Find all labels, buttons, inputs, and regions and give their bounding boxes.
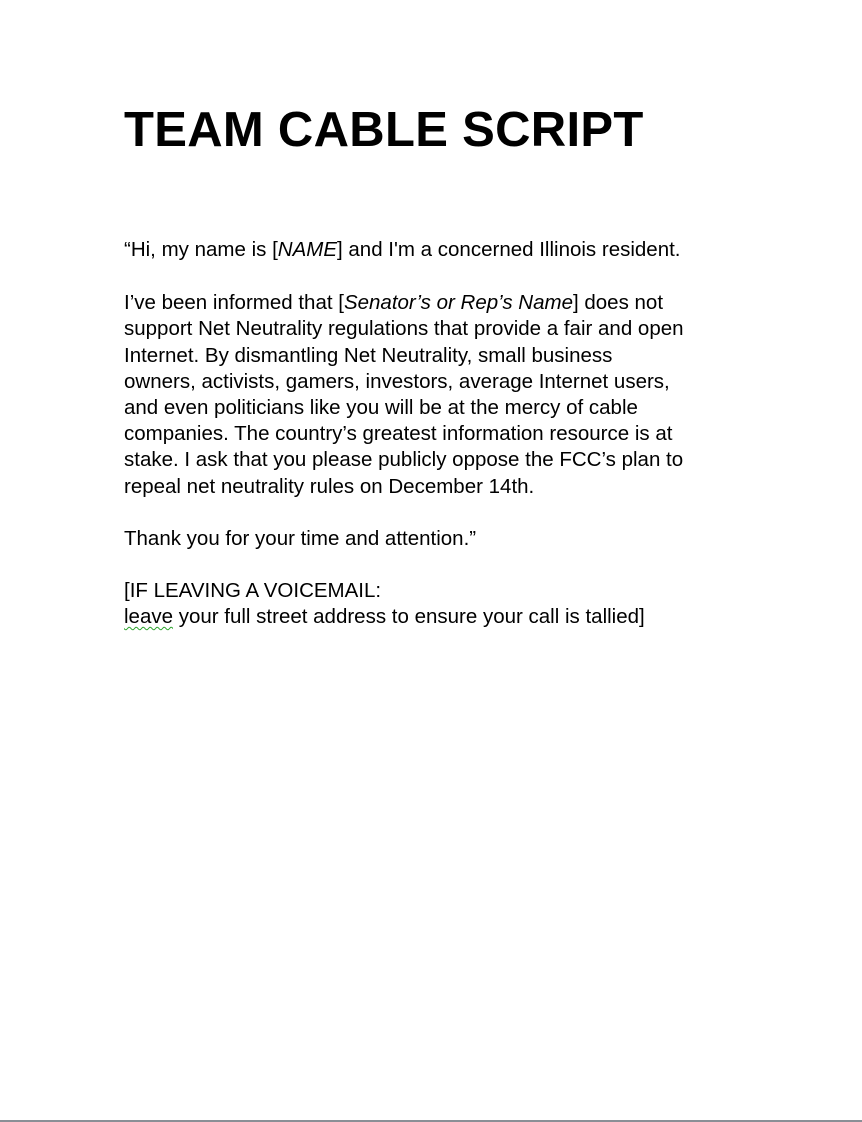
grammar-flagged-word[interactable]: leave: [124, 605, 174, 629]
voicemail-line-1: [IF LEAVING A VOICEMAIL:: [124, 579, 382, 603]
main-paragraph-line: stake. I ask that you please publicly oppose the FCC’s plan to: [124, 448, 684, 472]
main-paragraph: [124, 290, 764, 500]
greeting-paragraph: [124, 237, 764, 263]
closing-paragraph: Thank you for your time and attention.”: [124, 526, 477, 550]
voicemail-line-2: [124, 604, 764, 630]
greeting-text-after: ] and I'm a concerned Illinois resident.: [337, 238, 681, 261]
main-text-before: I’ve been informed that [: [124, 291, 344, 315]
representative-name-placeholder: Senator’s or Rep’s Name: [343, 291, 573, 315]
main-text-after: ] does not: [572, 291, 664, 315]
main-paragraph-line: and even politicians like you will be at the mercy of cable: [124, 396, 638, 420]
greeting-text-before: “Hi, my name is [: [124, 238, 278, 261]
main-paragraph-line: companies. The country’s greatest information resource is at: [124, 422, 673, 446]
main-paragraph-line: repeal net neutrality rules on December 14th.: [124, 474, 535, 498]
document-content: [124, 100, 764, 630]
main-paragraph-line: support Net Neutrality regulations that provide a fair and open: [124, 317, 684, 341]
voicemail-instructions: [124, 578, 764, 630]
voicemail-line-2-text: your full street address to ensure your call is tallied]: [173, 605, 645, 629]
main-paragraph-line: Internet. By dismantling Net Neutrality, small business: [124, 343, 613, 367]
document-title: TEAM CABLE SCRIPT: [124, 103, 644, 157]
main-paragraph-line: owners, activists, gamers, investors, average Internet users,: [124, 369, 670, 393]
main-paragraph-line-1: [124, 290, 764, 316]
name-placeholder: NAME: [277, 238, 338, 261]
